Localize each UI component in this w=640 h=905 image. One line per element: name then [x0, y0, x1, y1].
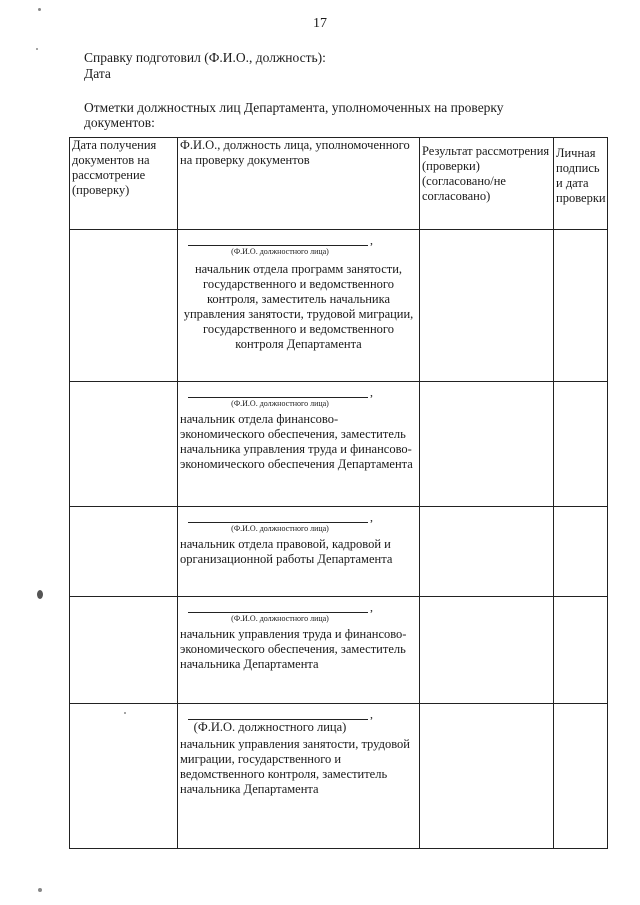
approvals-table — [69, 137, 608, 849]
result-cell[interactable] — [420, 507, 554, 597]
result-cell[interactable] — [420, 230, 554, 382]
signature-line[interactable]: , — [188, 507, 417, 523]
official-position: начальник отдела финансово-экономического обеспечения, заместитель начальника управления труда и финансово-экономического обеспечения Департамента — [180, 412, 413, 471]
official-position: начальник управления занятости, трудовой миграции, государственного и ведомственного контроля, заместитель начальника Департамента — [180, 737, 410, 796]
official-cell — [178, 507, 420, 597]
signature-cell[interactable] — [554, 230, 608, 382]
scan-speck — [38, 888, 42, 892]
scan-speck — [38, 8, 41, 11]
table-row — [70, 507, 608, 597]
date-received-cell[interactable] — [70, 597, 178, 704]
prepared-by-label: Справку подготовил (Ф.И.О., должность): — [84, 50, 326, 65]
signature-caption: (Ф.И.О. должностного лица) — [193, 720, 347, 734]
official-position: начальник управления труда и финансово-экономического обеспечения, заместитель начальника Департамента — [180, 627, 407, 671]
prepared-by-block — [84, 50, 326, 82]
date-received-cell[interactable] — [70, 704, 178, 849]
signature-line[interactable]: , — [188, 597, 417, 613]
marks-heading: Отметки должностных лиц Департамента, уполномоченных на проверку документов: — [84, 100, 504, 130]
date-received-cell[interactable] — [70, 507, 178, 597]
signature-cell[interactable] — [554, 382, 608, 507]
result-cell[interactable] — [420, 704, 554, 849]
table-row — [70, 230, 608, 382]
header-signature: Личная подпись и дата проверки — [554, 138, 608, 230]
table-header-row — [70, 138, 608, 230]
signature-cell[interactable] — [554, 507, 608, 597]
official-position: начальник отдела программ занятости, государственного и ведомственного контроля, заместитель начальника управления занятости, трудовой миграции, государственного и ведомственного контроля Департамента — [183, 262, 414, 351]
header-result: Результат рассмотрения (проверки) (согласовано/не согласовано) — [420, 138, 554, 230]
result-cell[interactable] — [420, 597, 554, 704]
signature-cell[interactable] — [554, 597, 608, 704]
table-row — [70, 382, 608, 507]
official-cell — [178, 382, 420, 507]
signature-line[interactable]: , — [188, 230, 417, 246]
scan-speck — [36, 48, 38, 50]
date-label: Дата — [84, 66, 111, 81]
table-row — [70, 704, 608, 849]
signature-line[interactable]: , — [188, 704, 417, 720]
date-received-cell[interactable] — [70, 382, 178, 507]
official-cell — [178, 597, 420, 704]
date-received-cell[interactable] — [70, 230, 178, 382]
scan-speck — [124, 712, 126, 714]
table-row — [70, 597, 608, 704]
official-position: начальник отдела правовой, кадровой и организационной работы Департамента — [180, 537, 393, 566]
signature-caption: (Ф.И.О. должностного лица) — [231, 247, 329, 256]
signature-caption: (Ф.И.О. должностного лица) — [231, 524, 329, 533]
page-number: 17 — [313, 16, 327, 31]
signature-cell[interactable] — [554, 704, 608, 849]
signature-caption: (Ф.И.О. должностного лица) — [231, 399, 329, 408]
scan-speck — [37, 590, 43, 599]
official-cell — [178, 704, 420, 849]
header-date-received: Дата получения документов на рассмотрение (проверку) — [70, 138, 178, 230]
signature-caption: (Ф.И.О. должностного лица) — [231, 614, 329, 623]
official-cell — [178, 230, 420, 382]
header-official: Ф.И.О., должность лица, уполномоченного на проверку документов — [178, 138, 420, 230]
signature-line[interactable]: , — [188, 382, 417, 398]
result-cell[interactable] — [420, 382, 554, 507]
